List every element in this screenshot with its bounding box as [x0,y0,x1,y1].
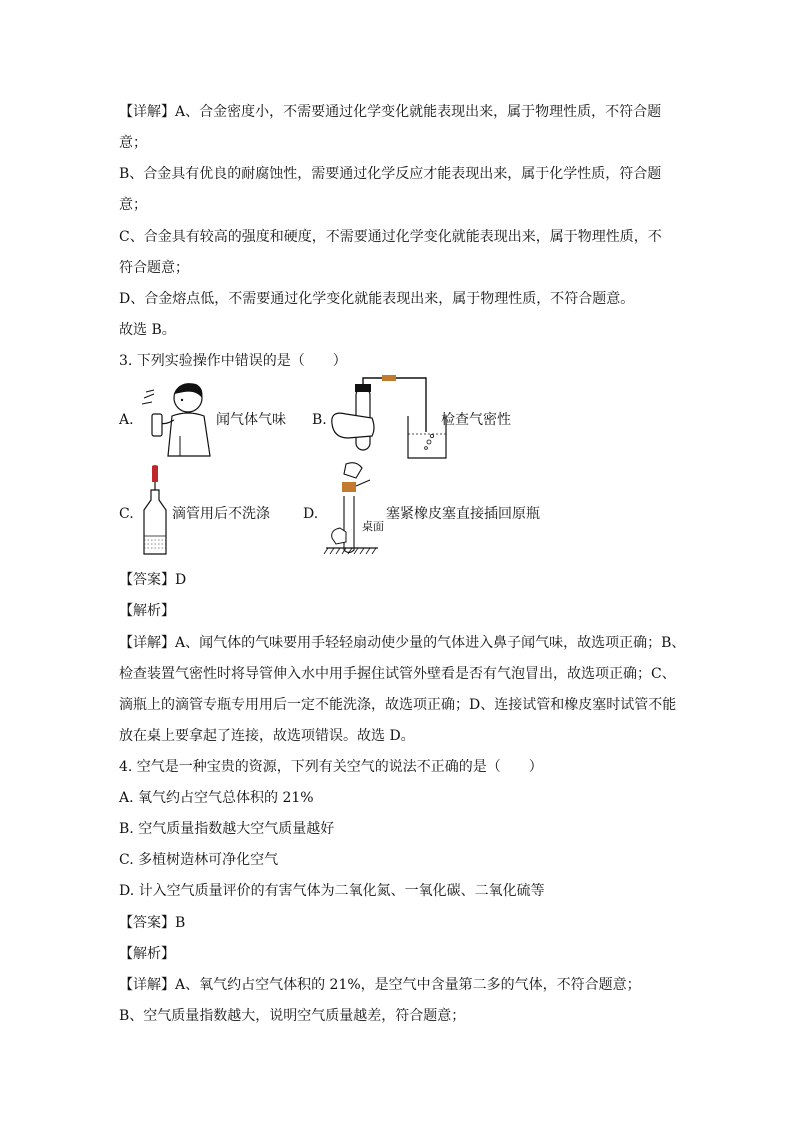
analysis-heading: 【解析】 [119,603,175,619]
text-line: 意； [119,135,147,151]
option-a-label: A. [119,412,134,428]
text-line: B、空气质量指数越大，说明空气质量越差，符合题意； [119,1008,466,1024]
question-4-option-b: B. 空气质量指数越大空气质量越好 [119,821,335,837]
option-a-caption: 闻气体气味 [216,412,286,428]
text-line: 【详解】A、合金密度小，不需要通过化学变化就能表现出来，属于物理性质，不符合题 [119,104,662,120]
answer-line: 【答案】B [119,915,186,931]
text-line: 【详解】A、氧气约占空气体积的 21%，是空气中含量第二多的气体，不符合题意； [119,977,641,993]
option-b-label: B. [312,412,327,428]
option-b-caption: 检查气密性 [441,412,511,428]
option-d-label: D. [303,506,319,522]
option-c-caption: 滴管用后不洗涤 [172,506,270,522]
text-line: 符合题意； [119,260,189,276]
smelling-gas-figure [140,376,216,458]
answer-line: 【答案】D [119,572,187,588]
option-d-caption: 塞紧橡皮塞直接插回原瓶 [386,506,540,522]
text-line: C、合金具有较高的强度和硬度，不需要通过化学变化就能表现出来，属于物理性质，不 [119,229,662,245]
question-4-option-c: C. 多植树造林可净化空气 [119,852,279,868]
question-3-title: 3. 下列实验操作中错误的是（ ） [119,353,347,369]
text-line: B、合金具有优良的耐腐蚀性，需要通过化学反应才能表现出来，属于化学性质，符合题 [119,166,662,182]
text-line: 意； [119,197,147,213]
text-line: 故选 B。 [119,322,176,338]
text-line: 滴瓶上的滴管专瓶专用用后一定不能洗涤，故选项正确；D、连接试管和橡皮塞时试管不能 [119,697,677,713]
dropper-bottle-figure [138,464,172,558]
question-4-option-a: A. 氧气约占空气总体积的 21% [119,790,314,806]
analysis-heading: 【解析】 [119,946,175,962]
table-surface-label: 桌面 [362,520,384,533]
text-line: D、合金熔点低，不需要通过化学变化就能表现出来，属于物理性质，不符合题意。 [119,291,635,307]
text-line: 检查装置气密性时将导管伸入水中用手握住试管外壁看是否有气泡冒出，故选项正确；C、 [119,666,676,682]
option-c-label: C. [119,506,134,522]
airtightness-check-figure [326,374,450,460]
question-4-option-d: D. 计入空气质量评价的有害气体为二氧化氮、一氧化碳、二氧化硫等 [119,883,545,899]
text-line: 【详解】A、闻气体的气味要用手轻轻扇动使少量的气体进入鼻子闻气味，故选项正确；B、 [119,635,686,651]
stopper-insert-figure [322,460,380,558]
question-4-title: 4. 空气是一种宝贵的资源，下列有关空气的说法不正确的是（ ） [119,759,543,775]
text-line: 放在桌上要拿起了连接，故选项错误。故选 D。 [119,728,415,744]
